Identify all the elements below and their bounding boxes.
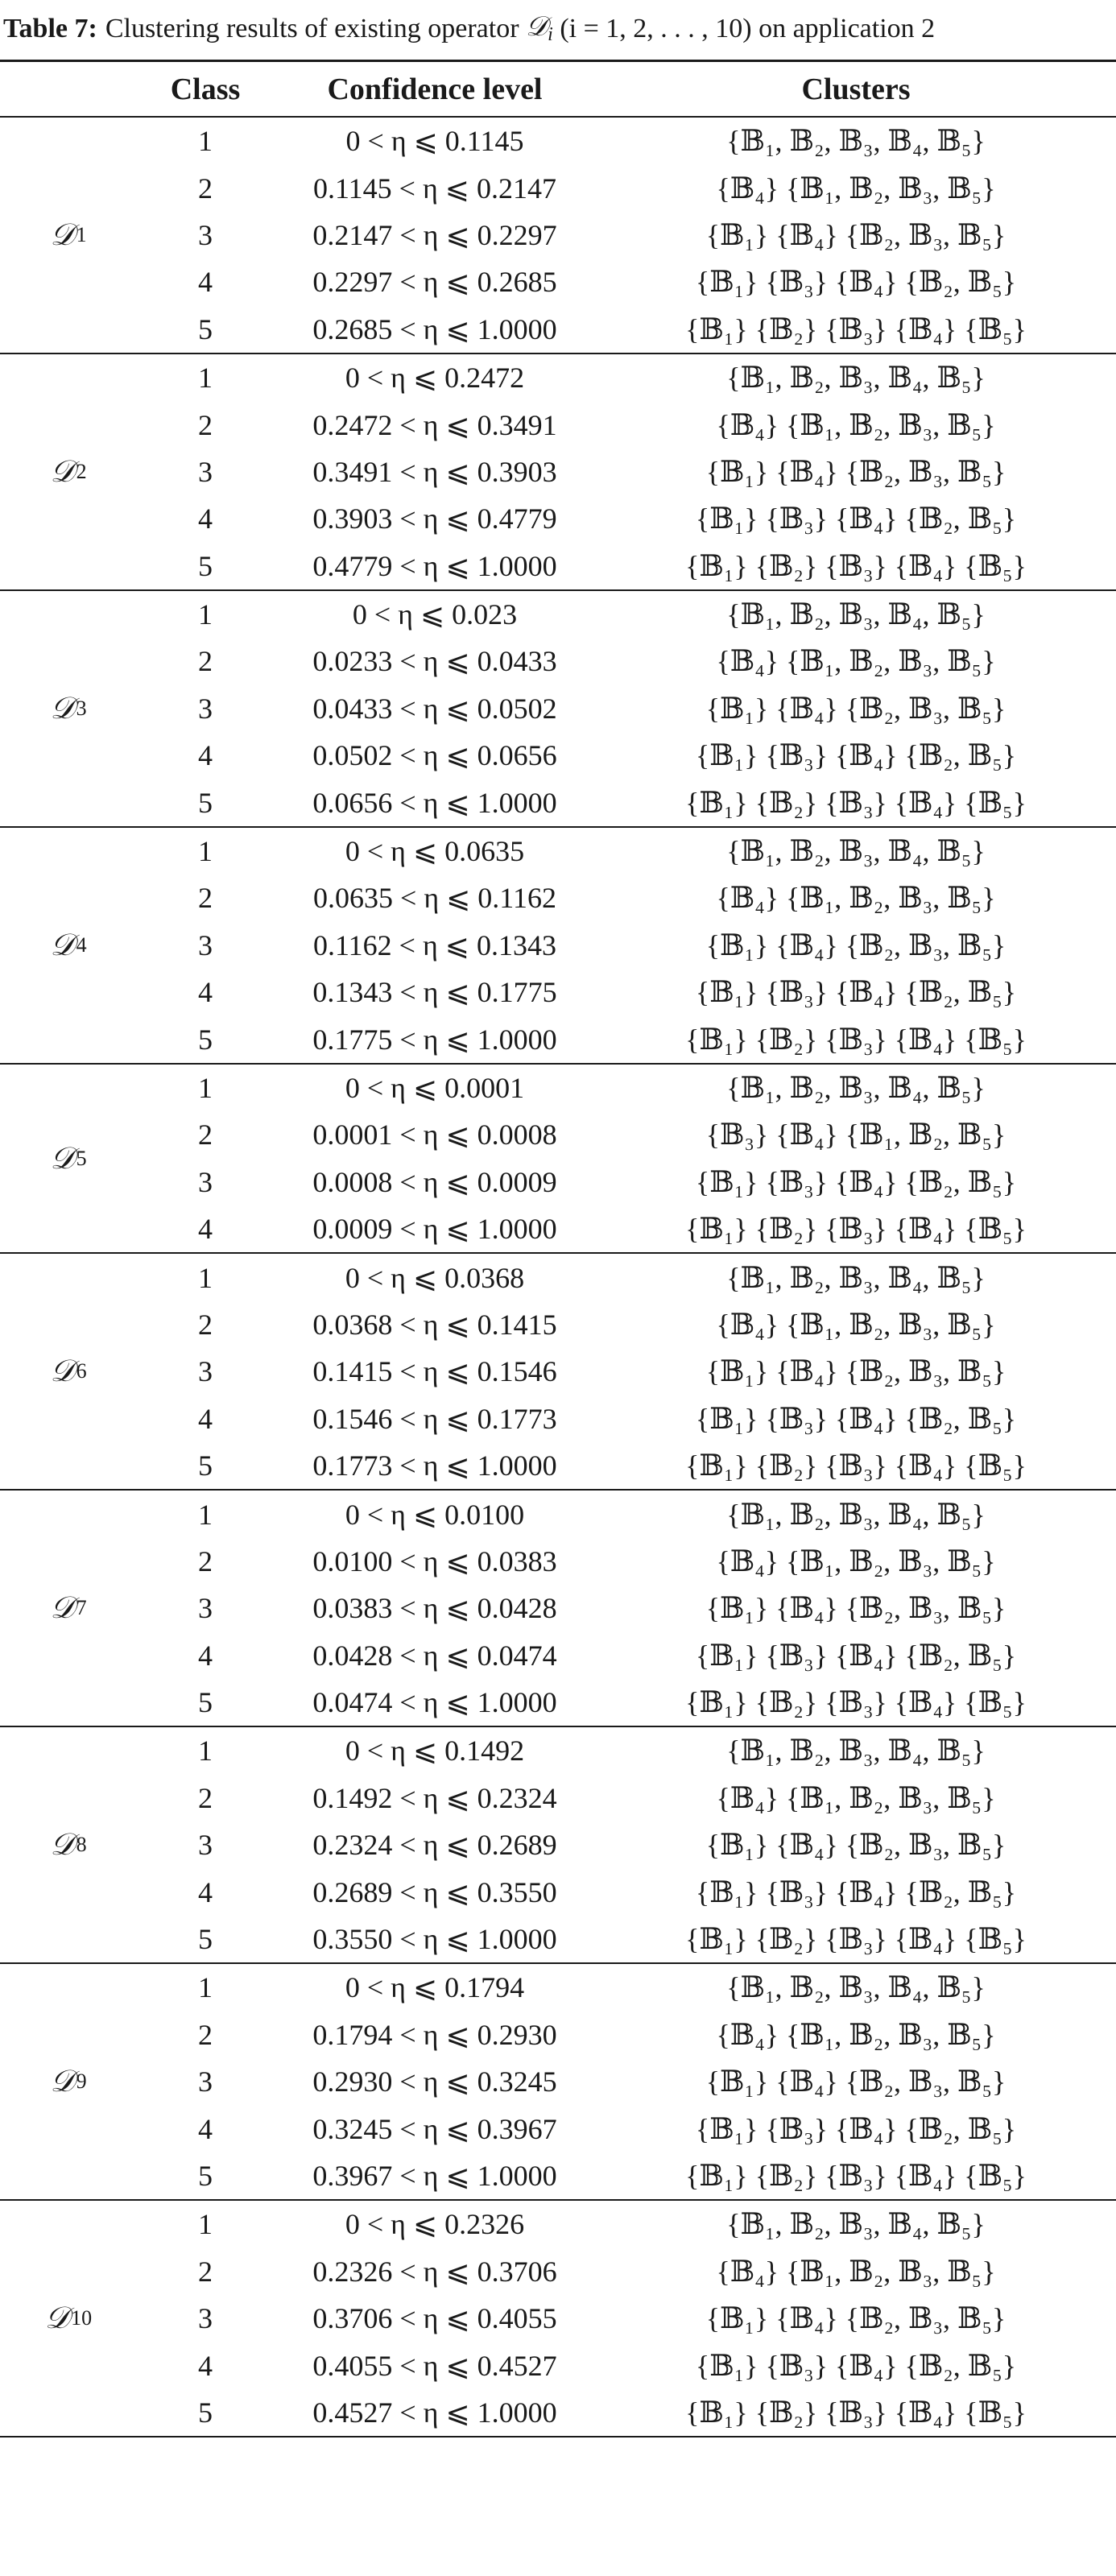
table-row — [0, 449, 1116, 495]
confidence-cell: 0.3903 < η ⩽ 0.4779 — [312, 502, 557, 535]
clusters-cell: {𝔹₁} {𝔹₃} {𝔹₄} {𝔹₂, 𝔹₅} — [695, 1639, 1017, 1672]
confidence-cell: 0.1794 < η ⩽ 0.2930 — [312, 2018, 557, 2051]
operator-label: 𝒟 8 — [50, 1828, 87, 1863]
table-row — [0, 638, 1116, 684]
class-cell: 2 — [198, 2255, 213, 2288]
class-cell: 4 — [198, 502, 213, 535]
confidence-cell: 0.0368 < η ⩽ 0.1415 — [312, 1308, 557, 1341]
class-cell: 1 — [198, 598, 213, 631]
class-cell: 3 — [198, 2065, 213, 2098]
confidence-cell: 0.1773 < η ⩽ 1.0000 — [312, 1449, 557, 1482]
confidence-cell: 0.0656 < η ⩽ 1.0000 — [312, 786, 557, 819]
clusters-cell: {𝔹₁} {𝔹₂} {𝔹₃} {𝔹₄} {𝔹₅} — [685, 786, 1027, 819]
table-row — [0, 1491, 1116, 1537]
class-cell: 4 — [198, 1875, 213, 1908]
confidence-cell: 0.0001 < η ⩽ 0.0008 — [312, 1118, 557, 1152]
class-cell: 4 — [198, 2349, 213, 2382]
table-row — [0, 354, 1116, 401]
confidence-cell: 0.2147 < η ⩽ 0.2297 — [312, 218, 557, 251]
table-row — [0, 1916, 1116, 1962]
caption-range: (i = 1, 2, . . . , 10) on application 2 — [560, 14, 936, 43]
clusters-cell: {𝔹₄} {𝔹₁, 𝔹₂, 𝔹₃, 𝔹₅} — [716, 645, 996, 678]
table-row — [0, 258, 1116, 305]
table-row — [0, 164, 1116, 211]
operator-group — [0, 1964, 1116, 2201]
header-operator — [0, 63, 137, 116]
table-row — [0, 1442, 1116, 1489]
table-row — [0, 779, 1116, 825]
clusters-cell: {𝔹₄} {𝔹₁, 𝔹₂, 𝔹₃, 𝔹₅} — [716, 1544, 996, 1577]
class-cell: 5 — [198, 2396, 213, 2429]
clusters-cell: {𝔹₄} {𝔹₁, 𝔹₂, 𝔹₃, 𝔹₅} — [716, 1781, 996, 1814]
operator-group — [0, 828, 1116, 1065]
class-cell: 2 — [198, 2018, 213, 2051]
confidence-cell: 0.0433 < η ⩽ 0.0502 — [312, 692, 557, 725]
class-cell: 2 — [198, 1118, 213, 1152]
clusters-cell: {𝔹₄} {𝔹₁, 𝔹₂, 𝔹₃, 𝔹₅} — [716, 2018, 996, 2051]
table-row — [0, 1159, 1116, 1205]
confidence-cell: 0.1343 < η ⩽ 0.1775 — [312, 976, 557, 1009]
clusters-cell: {𝔹₁} {𝔹₃} {𝔹₄} {𝔹₂, 𝔹₅} — [695, 502, 1017, 535]
operator-group — [0, 1727, 1116, 1964]
table-row — [0, 2342, 1116, 2388]
confidence-cell: 0.3245 < η ⩽ 0.3967 — [312, 2112, 557, 2145]
clusters-cell: {𝔹₁, 𝔹₂, 𝔹₃, 𝔹₄, 𝔹₅} — [726, 362, 986, 395]
class-cell: 3 — [198, 1592, 213, 1625]
class-cell: 4 — [198, 1639, 213, 1672]
class-cell: 1 — [198, 835, 213, 868]
clusters-cell: {𝔹₁} {𝔹₄} {𝔹₂, 𝔹₃, 𝔹₅} — [705, 1829, 1006, 1862]
header-clusters: Clusters — [801, 72, 911, 106]
confidence-cell: 0.2689 < η ⩽ 0.3550 — [312, 1875, 557, 1908]
clusters-cell: {𝔹₁} {𝔹₄} {𝔹₂, 𝔹₃, 𝔹₅} — [705, 692, 1006, 725]
clusters-cell: {𝔹₁} {𝔹₄} {𝔹₂, 𝔹₃, 𝔹₅} — [705, 2302, 1006, 2335]
confidence-cell: 0.3550 < η ⩽ 1.0000 — [312, 1923, 557, 1956]
class-cell: 5 — [198, 1686, 213, 1719]
clusters-cell: {𝔹₄} {𝔹₁, 𝔹₂, 𝔹₃, 𝔹₅} — [716, 882, 996, 915]
clusters-cell: {𝔹₁} {𝔹₃} {𝔹₄} {𝔹₂, 𝔹₅} — [695, 976, 1017, 1009]
class-cell: 3 — [198, 1165, 213, 1198]
clusters-cell: {𝔹₁} {𝔹₂} {𝔹₃} {𝔹₄} {𝔹₅} — [685, 1686, 1027, 1719]
table-row — [0, 2295, 1116, 2342]
confidence-cell: 0.2297 < η ⩽ 0.2685 — [312, 266, 557, 299]
table-label: Table 7: — [3, 14, 97, 43]
table-row — [0, 1301, 1116, 1348]
table-row — [0, 1111, 1116, 1158]
class-cell: 4 — [198, 1402, 213, 1435]
table-row — [0, 2152, 1116, 2199]
clusters-cell: {𝔹₁, 𝔹₂, 𝔹₃, 𝔹₄, 𝔹₅} — [726, 125, 986, 158]
confidence-cell: 0.4055 < η ⩽ 0.4527 — [312, 2349, 557, 2382]
class-cell: 1 — [198, 125, 213, 158]
class-cell: 4 — [198, 2112, 213, 2145]
confidence-cell: 0.0383 < η ⩽ 0.0428 — [312, 1592, 557, 1625]
table-row — [0, 2201, 1116, 2247]
confidence-cell: 0.3706 < η ⩽ 0.4055 — [312, 2302, 557, 2335]
confidence-cell: 0 < η ⩽ 0.0368 — [345, 1261, 525, 1294]
confidence-cell: 0 < η ⩽ 0.023 — [352, 598, 518, 631]
table-row — [0, 495, 1116, 542]
confidence-cell: 0.2930 < η ⩽ 0.3245 — [312, 2065, 557, 2098]
clusters-cell: {𝔹₁} {𝔹₂} {𝔹₃} {𝔹₄} {𝔹₅} — [685, 1923, 1027, 1956]
confidence-cell: 0 < η ⩽ 0.0635 — [345, 835, 525, 868]
clusters-cell: {𝔹₁} {𝔹₂} {𝔹₃} {𝔹₄} {𝔹₅} — [685, 2396, 1027, 2429]
table-row — [0, 1585, 1116, 1631]
class-cell: 5 — [198, 2159, 213, 2192]
confidence-cell: 0.0008 < η ⩽ 0.0009 — [312, 1165, 557, 1198]
class-cell: 1 — [198, 1735, 213, 1768]
operator-label: 𝒟 10 — [44, 2301, 93, 2336]
table-row — [0, 1775, 1116, 1821]
clusters-cell: {𝔹₁, 𝔹₂, 𝔹₃, 𝔹₄, 𝔹₅} — [726, 598, 986, 631]
class-cell: 3 — [198, 2302, 213, 2335]
table-body — [0, 118, 1116, 2437]
class-cell: 5 — [198, 1449, 213, 1482]
table-row — [0, 2105, 1116, 2152]
class-cell: 2 — [198, 172, 213, 205]
table-row — [0, 591, 1116, 638]
class-cell: 3 — [198, 928, 213, 961]
table-row — [0, 1015, 1116, 1062]
table-row — [0, 922, 1116, 969]
operator-group — [0, 118, 1116, 354]
clusters-cell: {𝔹₁} {𝔹₃} {𝔹₄} {𝔹₂, 𝔹₅} — [695, 266, 1017, 299]
clusters-cell: {𝔹₄} {𝔹₁, 𝔹₂, 𝔹₃, 𝔹₅} — [716, 1308, 996, 1341]
clusters-cell: {𝔹₁} {𝔹₄} {𝔹₂, 𝔹₃, 𝔹₅} — [705, 1592, 1006, 1625]
clusters-cell: {𝔹₁} {𝔹₃} {𝔹₄} {𝔹₂, 𝔹₅} — [695, 2349, 1017, 2382]
clusters-cell: {𝔹₄} {𝔹₁, 𝔹₂, 𝔹₃, 𝔹₅} — [716, 172, 996, 205]
class-cell: 1 — [198, 1498, 213, 1531]
clusters-cell: {𝔹₁} {𝔹₄} {𝔹₂, 𝔹₃, 𝔹₅} — [705, 455, 1006, 488]
confidence-cell: 0 < η ⩽ 0.1492 — [345, 1735, 525, 1768]
clusters-cell: {𝔹₁, 𝔹₂, 𝔹₃, 𝔹₄, 𝔹₅} — [726, 1498, 986, 1531]
clusters-cell: {𝔹₁, 𝔹₂, 𝔹₃, 𝔹₄, 𝔹₅} — [726, 1072, 986, 1104]
clusters-cell: {𝔹₁} {𝔹₃} {𝔹₄} {𝔹₂, 𝔹₅} — [695, 739, 1017, 772]
confidence-cell: 0.1415 < η ⩽ 0.1546 — [312, 1355, 557, 1388]
table-row — [0, 306, 1116, 353]
operator-group — [0, 354, 1116, 591]
table-row — [0, 1868, 1116, 1915]
class-cell: 3 — [198, 1829, 213, 1862]
table-row — [0, 732, 1116, 779]
table-row — [0, 2389, 1116, 2436]
table-row — [0, 1396, 1116, 1442]
operator-label: 𝒟 5 — [50, 1141, 87, 1176]
table-row — [0, 2012, 1116, 2058]
class-cell: 4 — [198, 266, 213, 299]
clusters-cell: {𝔹₄} {𝔹₁, 𝔹₂, 𝔹₃, 𝔹₅} — [716, 408, 996, 441]
clusters-cell: {𝔹₁} {𝔹₄} {𝔹₂, 𝔹₃, 𝔹₅} — [705, 928, 1006, 961]
confidence-cell: 0 < η ⩽ 0.0001 — [345, 1072, 525, 1104]
class-cell: 2 — [198, 408, 213, 441]
confidence-cell: 0.4527 < η ⩽ 1.0000 — [312, 2396, 557, 2429]
confidence-cell: 0 < η ⩽ 0.0100 — [345, 1498, 525, 1531]
confidence-cell: 0.1546 < η ⩽ 0.1773 — [312, 1402, 557, 1435]
confidence-cell: 0.3967 < η ⩽ 1.0000 — [312, 2159, 557, 2192]
operator-group — [0, 2201, 1116, 2437]
clusters-cell: {𝔹₁} {𝔹₃} {𝔹₄} {𝔹₂, 𝔹₅} — [695, 1402, 1017, 1435]
confidence-cell: 0.0428 < η ⩽ 0.0474 — [312, 1639, 557, 1672]
confidence-cell: 0.4779 < η ⩽ 1.0000 — [312, 549, 557, 582]
operator-label: 𝒟 7 — [50, 1591, 87, 1626]
clusters-cell: {𝔹₁} {𝔹₄} {𝔹₂, 𝔹₃, 𝔹₅} — [705, 218, 1006, 251]
clusters-cell: {𝔹₁, 𝔹₂, 𝔹₃, 𝔹₄, 𝔹₅} — [726, 835, 986, 868]
operator-group — [0, 1065, 1116, 1255]
clusters-cell: {𝔹₁} {𝔹₃} {𝔹₄} {𝔹₂, 𝔹₅} — [695, 1165, 1017, 1198]
operator-group — [0, 591, 1116, 828]
class-cell: 3 — [198, 1355, 213, 1388]
table-row — [0, 212, 1116, 258]
table-row — [0, 685, 1116, 732]
clusters-cell: {𝔹₃} {𝔹₄} {𝔹₁, 𝔹₂, 𝔹₅} — [705, 1118, 1006, 1152]
table-row — [0, 1679, 1116, 1726]
class-cell: 1 — [198, 1072, 213, 1104]
class-cell: 5 — [198, 312, 213, 345]
clusters-cell: {𝔹₁} {𝔹₂} {𝔹₃} {𝔹₄} {𝔹₅} — [685, 1213, 1027, 1246]
class-cell: 1 — [198, 2208, 213, 2241]
operator-label: 𝒟 4 — [50, 928, 87, 962]
clusters-cell: {𝔹₁, 𝔹₂, 𝔹₃, 𝔹₄, 𝔹₅} — [726, 1971, 986, 2004]
clusters-cell: {𝔹₁} {𝔹₂} {𝔹₃} {𝔹₄} {𝔹₅} — [685, 549, 1027, 582]
clusters-cell: {𝔹₁} {𝔹₄} {𝔹₂, 𝔹₃, 𝔹₅} — [705, 2065, 1006, 2098]
class-cell: 4 — [198, 976, 213, 1009]
confidence-cell: 0.2326 < η ⩽ 0.3706 — [312, 2255, 557, 2288]
clusters-cell: {𝔹₁} {𝔹₂} {𝔹₃} {𝔹₄} {𝔹₅} — [685, 312, 1027, 345]
confidence-cell: 0.0100 < η ⩽ 0.0383 — [312, 1544, 557, 1577]
table-row — [0, 1065, 1116, 1111]
table-row — [0, 828, 1116, 875]
table-row — [0, 1538, 1116, 1585]
clusters-cell: {𝔹₁, 𝔹₂, 𝔹₃, 𝔹₄, 𝔹₅} — [726, 2208, 986, 2241]
clusters-cell: {𝔹₁} {𝔹₂} {𝔹₃} {𝔹₄} {𝔹₅} — [685, 1449, 1027, 1482]
clusters-cell: {𝔹₁} {𝔹₄} {𝔹₂, 𝔹₃, 𝔹₅} — [705, 1355, 1006, 1388]
table-row — [0, 1254, 1116, 1300]
confidence-cell: 0 < η ⩽ 0.1794 — [345, 1971, 525, 2004]
clusters-cell: {𝔹₄} {𝔹₁, 𝔹₂, 𝔹₃, 𝔹₅} — [716, 2255, 996, 2288]
class-cell: 2 — [198, 645, 213, 678]
table-row — [0, 875, 1116, 921]
table-row — [0, 1632, 1116, 1679]
operator-label: 𝒟 2 — [50, 454, 87, 489]
caption-text: Clustering results of existing operator — [105, 14, 519, 43]
table-row — [0, 1727, 1116, 1774]
confidence-cell: 0.1775 < η ⩽ 1.0000 — [312, 1023, 557, 1056]
class-cell: 2 — [198, 882, 213, 915]
confidence-cell: 0.2472 < η ⩽ 0.3491 — [312, 408, 557, 441]
class-cell: 4 — [198, 1213, 213, 1246]
confidence-cell: 0.0233 < η ⩽ 0.0433 — [312, 645, 557, 678]
class-cell: 2 — [198, 1781, 213, 1814]
table-row — [0, 1964, 1116, 2011]
header-class: Class — [170, 72, 241, 106]
table-caption — [0, 0, 1116, 58]
class-cell: 5 — [198, 1023, 213, 1056]
confidence-cell: 0.0502 < η ⩽ 0.0656 — [312, 739, 557, 772]
confidence-cell: 0 < η ⩽ 0.2326 — [345, 2208, 525, 2241]
confidence-cell: 0 < η ⩽ 0.1145 — [345, 125, 524, 158]
top-rule — [0, 60, 1116, 62]
confidence-cell: 0.3491 < η ⩽ 0.3903 — [312, 455, 557, 488]
table-row — [0, 2058, 1116, 2105]
table-row — [0, 2248, 1116, 2295]
confidence-cell: 0.2685 < η ⩽ 1.0000 — [312, 312, 557, 345]
confidence-cell: 0.0635 < η ⩽ 0.1162 — [313, 882, 556, 915]
class-cell: 5 — [198, 786, 213, 819]
table-row — [0, 401, 1116, 448]
confidence-cell: 0.1145 < η ⩽ 0.2147 — [313, 172, 556, 205]
confidence-cell: 0.0009 < η ⩽ 1.0000 — [312, 1213, 557, 1246]
class-cell: 1 — [198, 1971, 213, 2004]
confidence-cell: 0.0474 < η ⩽ 1.0000 — [312, 1686, 557, 1719]
table-header — [0, 63, 1116, 116]
class-cell: 4 — [198, 739, 213, 772]
table-row — [0, 1348, 1116, 1395]
class-cell: 3 — [198, 455, 213, 488]
confidence-cell: 0.1492 < η ⩽ 0.2324 — [312, 1781, 557, 1814]
clusters-cell: {𝔹₁} {𝔹₃} {𝔹₄} {𝔹₂, 𝔹₅} — [695, 2112, 1017, 2145]
table-row — [0, 118, 1116, 164]
confidence-cell: 0 < η ⩽ 0.2472 — [345, 362, 525, 395]
class-cell: 5 — [198, 549, 213, 582]
class-cell: 1 — [198, 362, 213, 395]
class-cell: 3 — [198, 218, 213, 251]
clusters-cell: {𝔹₁} {𝔹₃} {𝔹₄} {𝔹₂, 𝔹₅} — [695, 1875, 1017, 1908]
clusters-cell: {𝔹₁, 𝔹₂, 𝔹₃, 𝔹₄, 𝔹₅} — [726, 1261, 986, 1294]
operator-label: 𝒟 3 — [50, 691, 87, 726]
operator-group — [0, 1254, 1116, 1491]
class-cell: 2 — [198, 1544, 213, 1577]
class-cell: 5 — [198, 1923, 213, 1956]
confidence-cell: 0.1162 < η ⩽ 0.1343 — [313, 928, 556, 961]
operator-group — [0, 1491, 1116, 1727]
class-cell: 2 — [198, 1308, 213, 1341]
clusters-cell: {𝔹₁} {𝔹₂} {𝔹₃} {𝔹₄} {𝔹₅} — [685, 2159, 1027, 2192]
table-row — [0, 543, 1116, 589]
table-row — [0, 1205, 1116, 1252]
table-row — [0, 969, 1116, 1015]
table-row — [0, 1821, 1116, 1868]
clusters-cell: {𝔹₁, 𝔹₂, 𝔹₃, 𝔹₄, 𝔹₅} — [726, 1735, 986, 1768]
class-cell: 3 — [198, 692, 213, 725]
caption-operator: 𝒟$_i$ — [526, 12, 553, 45]
class-cell: 1 — [198, 1261, 213, 1294]
clusters-cell: {𝔹₁} {𝔹₂} {𝔹₃} {𝔹₄} {𝔹₅} — [685, 1023, 1027, 1056]
header-confidence-level: Confidence level — [327, 72, 543, 106]
operator-label: 𝒟 6 — [50, 1354, 87, 1389]
confidence-cell: 0.2324 < η ⩽ 0.2689 — [312, 1829, 557, 1862]
operator-label: 𝒟 9 — [50, 2065, 87, 2099]
operator-label: 𝒟 1 — [50, 217, 87, 252]
